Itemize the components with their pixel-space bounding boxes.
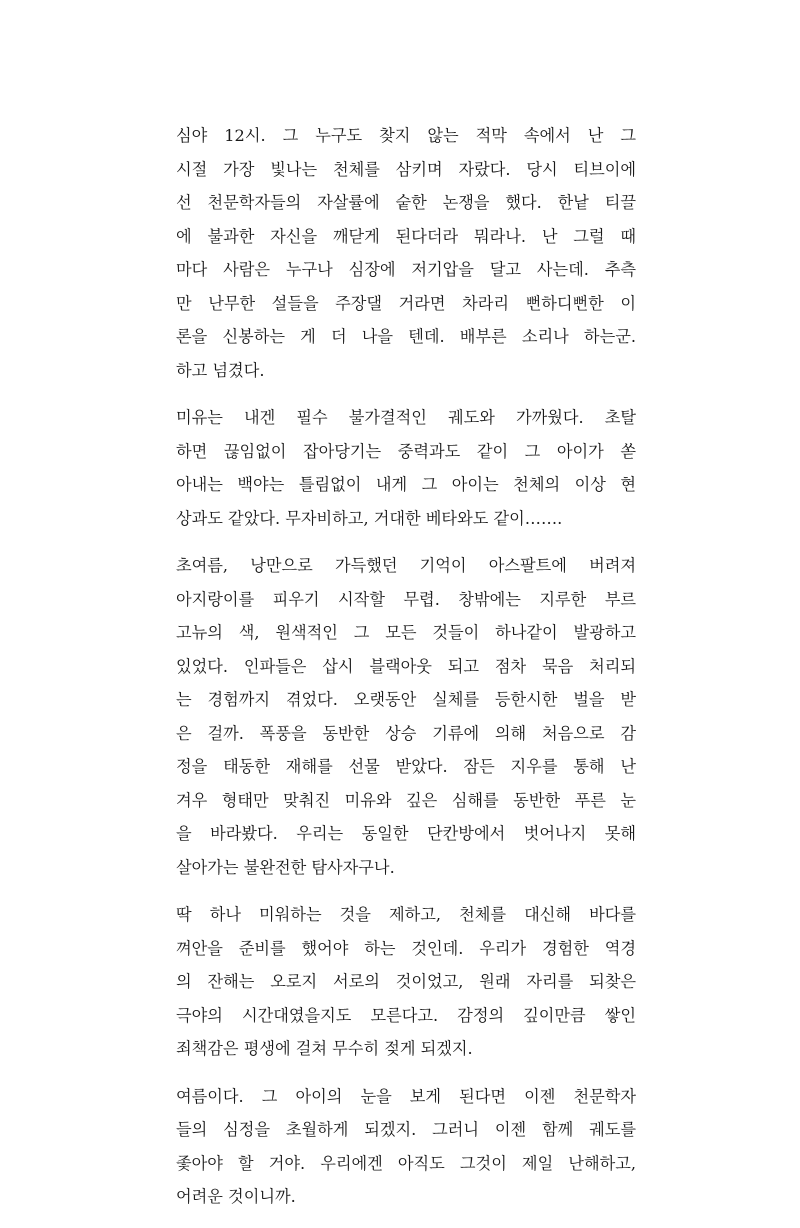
text-line: 극야의 시간대였을지도 모른다고. 감정의 깊이만큼 쌓인 bbox=[176, 1005, 636, 1025]
text-line: 있었다. 인파들은 삽시 블랙아웃 되고 점차 묵음 처리되 bbox=[176, 656, 636, 676]
text-line: 딱 하나 미워하는 것을 제하고, 천체를 대신해 바다를 bbox=[176, 905, 636, 924]
paragraph-4 bbox=[176, 898, 636, 1066]
text-line: 는 경험까지 겪었다. 오랫동안 실체를 등한시한 벌을 받 bbox=[176, 690, 636, 709]
paragraph-3 bbox=[176, 549, 636, 884]
text-line: 아지랑이를 피우기 시작할 무렵. 창밖에는 지루한 부르 bbox=[176, 589, 636, 609]
body-text bbox=[176, 119, 636, 1228]
text-line: 마다 사람은 누구나 심장에 저기압을 달고 사는데. 추측 bbox=[176, 260, 636, 279]
text-line: 죄책감은 평생에 걸쳐 무수히 젖게 되겠지. bbox=[176, 1039, 473, 1058]
text-line: 심야 12시. 그 누구도 찾지 않는 적막 속에서 난 그 bbox=[176, 126, 636, 145]
text-line: 아내는 백야는 틀림없이 내게 그 아이는 천체의 이상 현 bbox=[176, 475, 636, 494]
text-line: 들의 심정을 초월하게 되겠지. 그러니 이젠 함께 궤도를 bbox=[176, 1120, 636, 1139]
text-line: 은 걸까. 폭풍을 동반한 상승 기류에 의해 처음으로 감 bbox=[176, 723, 636, 743]
text-line: 하면 끊임없이 잡아당기는 중력과도 같이 그 아이가 쏟 bbox=[176, 441, 636, 461]
text-line: 여름이다. 그 아이의 눈을 보게 된다면 이젠 천문학자 bbox=[176, 1086, 636, 1106]
text-line: 미유는 내겐 필수 불가결적인 궤도와 가까웠다. 초탈 bbox=[176, 408, 636, 427]
text-line: 좇아야 할 거야. 우리에겐 아직도 그것이 제일 난해하고, bbox=[176, 1153, 636, 1173]
text-line: 의 잔해는 오로지 서로의 것이었고, 원래 자리를 되찾은 bbox=[176, 972, 636, 991]
text-line: 하고 넘겼다. bbox=[176, 360, 265, 380]
text-line: 정을 태동한 재해를 선물 받았다. 잠든 지우를 통해 난 bbox=[176, 757, 636, 776]
text-line: 에 불과한 자신을 깨닫게 된다더라 뭐라나. 난 그럴 때 bbox=[176, 226, 636, 246]
text-line: 을 바라봤다. 우리는 동일한 단칸방에서 벗어나지 못해 bbox=[176, 824, 636, 843]
text-line: 껴안을 준비를 했어야 하는 것인데. 우리가 경험한 역경 bbox=[176, 938, 636, 958]
text-line: 시절 가장 빛나는 천체를 삼키며 자랐다. 당시 티브이에 bbox=[176, 159, 636, 179]
paragraph-5 bbox=[176, 1080, 636, 1214]
text-line: 론을 신봉하는 게 더 나을 텐데. 배부른 소리나 하는군. bbox=[176, 327, 636, 346]
paragraph-2 bbox=[176, 401, 636, 535]
paragraph-1 bbox=[176, 119, 636, 387]
text-line: 어려운 것이니까. bbox=[176, 1187, 296, 1206]
text-line: 살아가는 불완전한 탐사자구나. bbox=[176, 857, 395, 877]
text-line: 겨우 형태만 맞춰진 미유와 깊은 심해를 동반한 푸른 눈 bbox=[176, 790, 636, 810]
text-line: 초여름, 낭만으로 가득했던 기억이 아스팔트에 버려져 bbox=[176, 556, 636, 575]
text-line: 상과도 같았다. 무자비하고, 거대한 베타와도 같이……. bbox=[176, 508, 563, 528]
text-line: 만 난무한 설들을 주장댈 거라면 차라리 뻔하디뻔한 이 bbox=[176, 293, 636, 313]
text-line: 고뉴의 색, 원색적인 그 모든 것들이 하나같이 발광하고 bbox=[176, 623, 636, 642]
text-line: 선 천문학자들의 자살률에 숱한 논쟁을 했다. 한낱 티끌 bbox=[176, 193, 636, 212]
